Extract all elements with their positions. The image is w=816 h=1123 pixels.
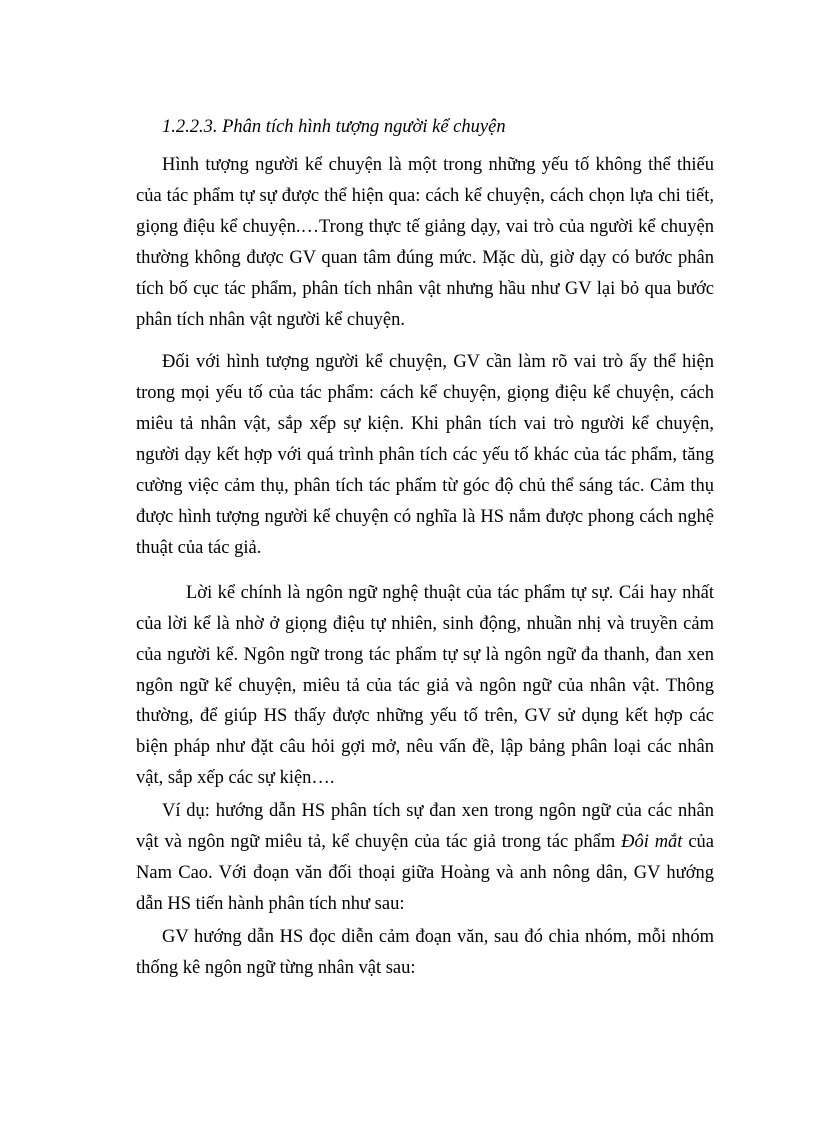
paragraph-narration-language: Lời kể chính là ngôn ngữ nghệ thuật của tác phẩm tự sự. Cái hay nhất của lời kể là nhờ ở giọng điệu tự nhiên, sinh động, nhuần nhị và truyền cảm của người kể. Ngôn ngữ trong tác phẩm tự sự là ngôn ngữ đa thanh, đan xen ngôn ngữ kể chuyện, miêu tả của tác giả và ngôn ngữ của nhân vật. Thông thường, để giúp HS thấy được những yếu tố trên, GV sử dụng kết hợp các biện pháp như đặt câu hỏi gợi mở, nêu vấn đề, lập bảng phân loại các nhân vật, sắp xếp các sự kiện…. bbox=[136, 582, 714, 789]
example-text-before: Ví dụ: hướng dẫn HS phân tích sự đan xen trong ngôn ngữ của các nhân vật và ngôn ngữ miêu tả, kể chuyện của tác giả trong tác phẩm bbox=[136, 801, 714, 853]
section-heading: 1.2.2.3. Phân tích hình tượng người kể chuyện bbox=[162, 117, 506, 137]
paragraph-instruction: GV hướng dẫn HS đọc diễn cảm đoạn văn, sau đó chia nhóm, mỗi nhóm thống kê ngôn ngữ từng nhân vật sau: bbox=[136, 926, 714, 978]
page-content bbox=[136, 112, 714, 984]
paragraph-narrator-role: Hình tượng người kể chuyện là một trong những yếu tố không thể thiếu của tác phẩm tự sự được thể hiện qua: cách kể chuyện, cách chọn lựa chi tiết, giọng điệu kể chuyện.…Trong thực tế giảng dạy, vai trò của người kể chuyện thường không được GV quan tâm đúng mức. Mặc dù, giờ dạy có bước phân tích bố cục tác phẩm, phân tích nhân vật nhưng hầu như GV lại bỏ qua bước phân tích nhân vật người kể chuyện. bbox=[136, 155, 714, 330]
paragraph-narrator-image: Đối với hình tượng người kể chuyện, GV cần làm rõ vai trò ấy thể hiện trong mọi yếu tố của tác phẩm: cách kể chuyện, giọng điệu kể chuyện, cách miêu tả nhân vật, sắp xếp sự kiện. Khi phân tích vai trò người kể chuyện, người dạy kết hợp với quá trình phân tích các yếu tố khác của tác phẩm, tăng cường việc cảm thụ, phân tích tác phẩm từ góc độ chủ thể sáng tác. Cảm thụ được hình tượng người kể chuyện có nghĩa là HS nắm được phong cách nghệ thuật của tác giả. bbox=[136, 352, 714, 558]
paragraph-example bbox=[136, 796, 714, 920]
work-title: Đôi mắt bbox=[621, 832, 683, 853]
example-text-after: của Nam Cao. Với đoạn văn đối thoại giữa Hoàng và anh nông dân, GV hướng dẫn HS tiến hành phân tích như sau: bbox=[136, 832, 714, 914]
